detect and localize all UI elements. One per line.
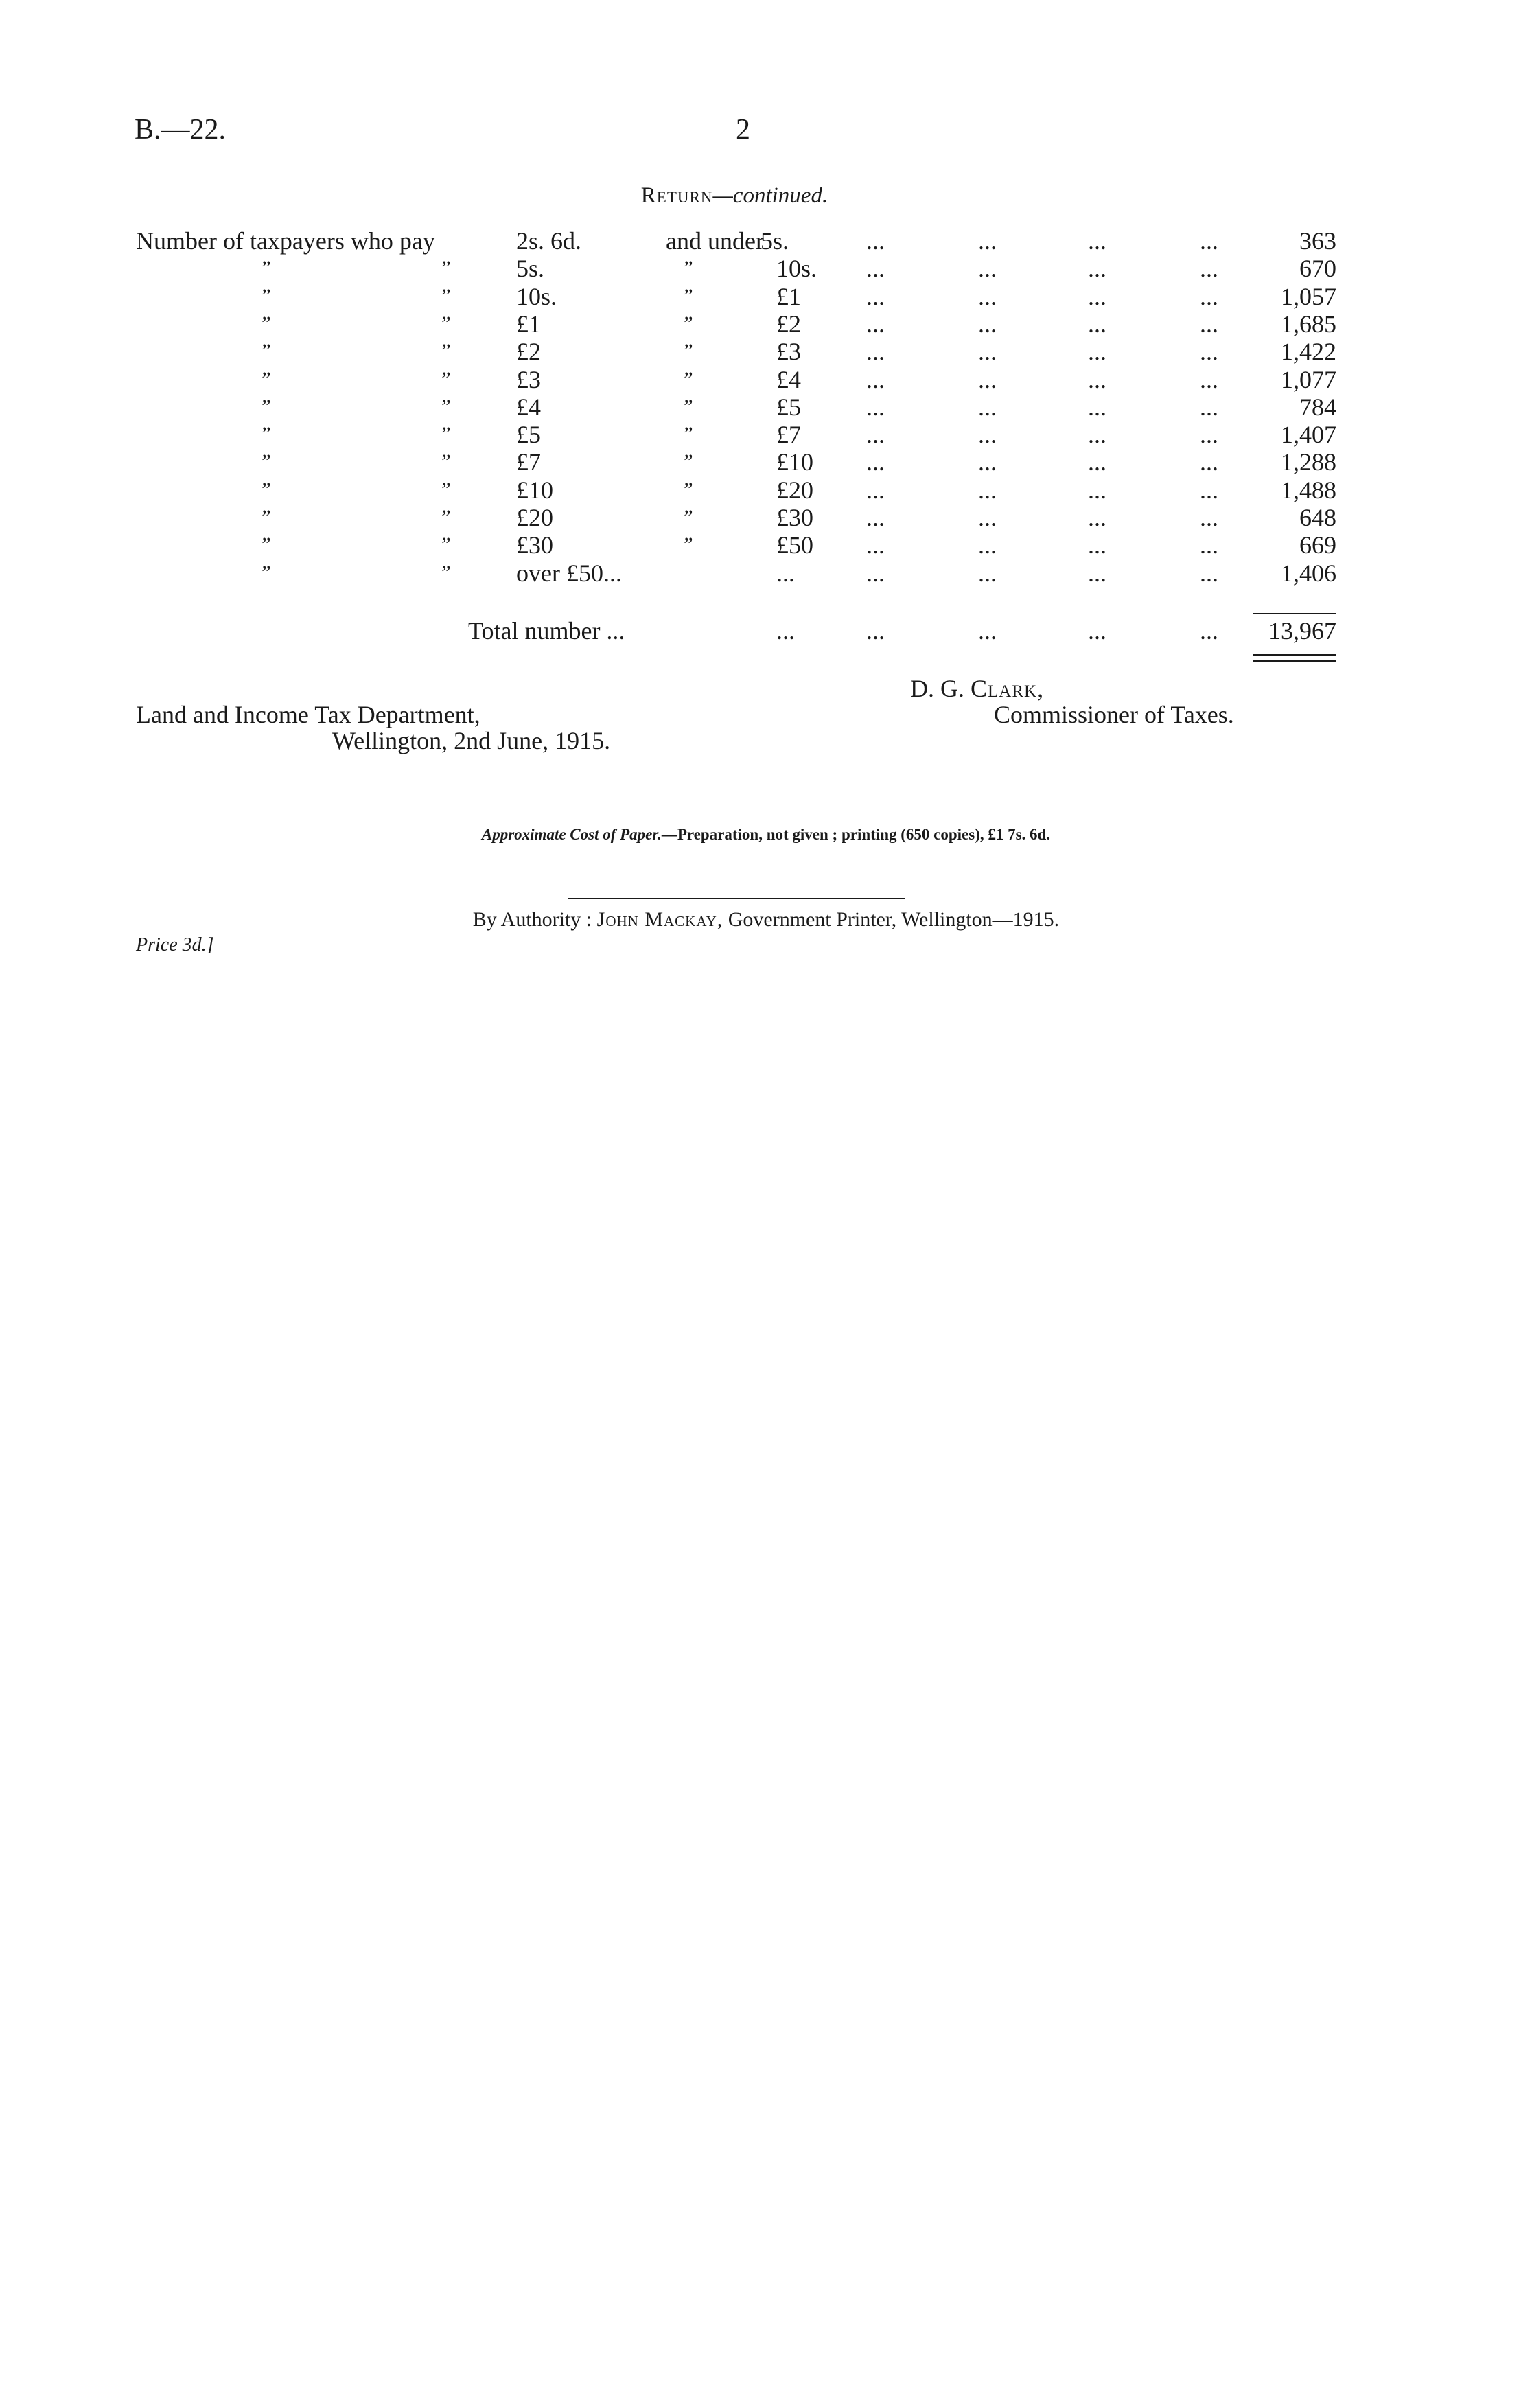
authority-rule (568, 898, 905, 899)
row-leader: ... (978, 476, 997, 504)
row-leader: ... (1088, 365, 1106, 393)
row-leader: ... (1088, 421, 1106, 449)
ditto-mark: ” (259, 395, 271, 418)
total-leader: ... (866, 617, 885, 645)
ditto-mark: ” (259, 561, 271, 584)
row-value: 1,422 (1281, 338, 1336, 366)
row-leader: ... (1088, 338, 1106, 366)
row-to: £2 (776, 310, 801, 338)
row-leader: ... (866, 310, 885, 338)
row-leader: ... (1200, 504, 1218, 531)
row-leader: ... (978, 255, 997, 283)
department-name: Land and Income Tax Department, (136, 701, 480, 728)
table-row (0, 254, 1532, 281)
total-leader: ... (978, 617, 997, 645)
signature-surname: Clark, (971, 675, 1045, 702)
row-leader: ... (866, 504, 885, 531)
table-row (0, 448, 1532, 475)
table-row (0, 337, 1532, 364)
ditto-mark: ” (439, 340, 451, 363)
row-from: £3 (516, 365, 541, 393)
row-leader: ... (1200, 476, 1218, 504)
row-value: 1,407 (1281, 421, 1336, 449)
ditto-mark: ” (259, 312, 271, 335)
total-leader: ... (776, 617, 795, 645)
row-leader: ... (1200, 365, 1218, 393)
row-leader: ... (866, 448, 885, 476)
row-leader: ... (866, 476, 885, 504)
row-leader: ... (978, 531, 997, 559)
row-leader: ... (1200, 310, 1218, 338)
row-value: 1,488 (1281, 476, 1336, 504)
row-to: £10 (776, 448, 813, 476)
row-leader: ... (978, 421, 997, 449)
row-leader: ... (978, 393, 997, 421)
row-to: 5s. (761, 227, 789, 255)
ditto-mark: ” (259, 506, 271, 529)
department-date: Wellington, 2nd June, 1915. (332, 727, 611, 754)
row-leader: ... (1200, 448, 1218, 476)
row-to: £50 (776, 531, 813, 559)
row-leader: ... (978, 504, 997, 531)
ditto-mark: ” (682, 284, 693, 308)
ditto-mark: ” (682, 506, 693, 529)
ditto-mark: ” (439, 561, 451, 584)
row-from: £7 (516, 448, 541, 476)
row-leader: ... (978, 448, 997, 476)
row-value: 1,057 (1281, 282, 1336, 310)
row-value: 670 (1299, 255, 1336, 283)
ditto-mark: ” (259, 450, 271, 474)
ditto-mark: ” (259, 478, 271, 501)
row-to: £20 (776, 476, 813, 504)
ditto-mark: ” (259, 367, 271, 391)
ditto-mark: ” (439, 312, 451, 335)
total-value: 13,967 (1268, 617, 1336, 645)
row-value: 1,288 (1281, 448, 1336, 476)
row-leader: ... (978, 310, 997, 338)
authority-suffix: Government Printer, Wellington—1915. (728, 908, 1060, 931)
row-leader: ... (866, 282, 885, 310)
row-leader: ... (1200, 421, 1218, 449)
ditto-mark: ” (682, 533, 693, 557)
row-from: £10 (516, 476, 553, 504)
ditto-mark: ” (682, 340, 693, 363)
row-from: 2s. 6d. (516, 227, 582, 255)
total-leader: ... (1200, 617, 1218, 645)
table-row (0, 365, 1532, 393)
row-leader: ... (866, 421, 885, 449)
price-note: Price 3d.] (136, 934, 214, 956)
row-leader: ... (1088, 282, 1106, 310)
row-leader: ... (1088, 531, 1106, 559)
row-leader: ... (1200, 255, 1218, 283)
ditto-mark: ” (682, 478, 693, 501)
row-value: 1,077 (1281, 365, 1336, 393)
row-leader: ... (1088, 393, 1106, 421)
row-leader: ... (1200, 559, 1218, 587)
signature-initials: D. G. (910, 675, 964, 702)
return-title-continued: —continued. (712, 183, 828, 208)
ditto-mark: ” (682, 450, 693, 474)
ditto-mark: ” (682, 257, 693, 280)
row-from: £20 (516, 504, 553, 531)
total-label: Total number ... (468, 617, 625, 645)
row-to: £30 (776, 504, 813, 531)
return-title-main: Return (640, 183, 713, 208)
table-row (0, 282, 1532, 310)
ditto-mark: ” (682, 312, 693, 335)
total-row (0, 616, 1532, 644)
ditto-mark: ” (682, 367, 693, 391)
ditto-mark: ” (259, 257, 271, 280)
ditto-mark: ” (259, 423, 271, 446)
row-value: 363 (1299, 227, 1336, 255)
row-value: 648 (1299, 504, 1336, 531)
row-leader: ... (978, 227, 997, 255)
ditto-mark: ” (439, 284, 451, 308)
row-leader: ... (1088, 255, 1106, 283)
ditto-mark: ” (682, 395, 693, 418)
table-row (0, 476, 1532, 503)
ditto-mark: ” (439, 506, 451, 529)
row-value: 784 (1299, 393, 1336, 421)
authority-line (0, 908, 1532, 931)
ditto-mark: ” (259, 284, 271, 308)
row-leader: ... (978, 338, 997, 366)
ditto-mark: ” (439, 478, 451, 501)
row-leader: ... (1088, 504, 1106, 531)
row-leader: ... (1200, 227, 1218, 255)
row-leader: ... (1200, 393, 1218, 421)
row-from: £2 (516, 338, 541, 366)
row-to: £1 (776, 282, 801, 310)
row-to: £4 (776, 365, 801, 393)
row-leader: ... (1088, 559, 1106, 587)
table-row (0, 310, 1532, 337)
row-leader: ... (866, 559, 885, 587)
row-leader: ... (1088, 448, 1106, 476)
row-to: £3 (776, 338, 801, 366)
total-rule-single (1253, 613, 1336, 614)
row-leader: ... (866, 338, 885, 366)
ditto-mark: ” (439, 367, 451, 391)
row-to: £5 (776, 393, 801, 421)
authority-prefix: By Authority : (472, 908, 592, 931)
row-value: 1,406 (1281, 559, 1336, 587)
row-to: £7 (776, 421, 801, 449)
table-row (0, 503, 1532, 531)
ditto-mark: ” (439, 423, 451, 446)
printer-name: John Mackay, (596, 908, 723, 931)
ditto-mark: ” (439, 395, 451, 418)
signature-name (910, 674, 1044, 703)
row-leader: ... (866, 227, 885, 255)
ditto-mark: ” (439, 257, 451, 280)
row-from: £1 (516, 310, 541, 338)
table-row (0, 227, 1532, 254)
row-leader: ... (866, 365, 885, 393)
row-leader: ... (1088, 310, 1106, 338)
row-leader: ... (866, 255, 885, 283)
row-leader: ... (1200, 282, 1218, 310)
ditto-mark: ” (259, 340, 271, 363)
total-leader: ... (1088, 617, 1106, 645)
row-lead-text: Number of taxpayers who pay (136, 227, 435, 255)
ditto-mark: ” (259, 533, 271, 557)
row-from: over £50... (516, 559, 622, 587)
row-leader: ... (978, 282, 997, 310)
row-leader: ... (1200, 531, 1218, 559)
document-id: B.—22. (135, 114, 227, 146)
row-leader: ... (866, 393, 885, 421)
table-row (0, 393, 1532, 420)
row-from: 10s. (516, 282, 557, 310)
row-from: £5 (516, 421, 541, 449)
ditto-mark: ” (439, 533, 451, 557)
signature-title: Commissioner of Taxes. (994, 701, 1234, 728)
total-rule-double (1253, 654, 1336, 662)
row-from: 5s. (516, 255, 545, 283)
row-leader: ... (978, 365, 997, 393)
return-title (0, 183, 1469, 209)
table-row (0, 559, 1532, 586)
table-row (0, 420, 1532, 448)
ditto-mark: ” (682, 423, 693, 446)
row-value: 669 (1299, 531, 1336, 559)
row-leader: ... (978, 559, 997, 587)
page-number: 2 (736, 114, 750, 146)
cost-note-text: —Preparation, not given ; printing (650 copies), £1 7s. 6d. (661, 826, 1051, 843)
row-to: 10s. (776, 255, 817, 283)
row-leader: ... (1088, 227, 1106, 255)
ditto-mark: ” (439, 450, 451, 474)
table-row (0, 531, 1532, 558)
cost-note (0, 826, 1532, 844)
row-leader: ... (776, 559, 795, 587)
row-leader: ... (1200, 338, 1218, 366)
row-leader: ... (1088, 476, 1106, 504)
cost-note-label: Approximate Cost of Paper. (481, 826, 662, 843)
row-from: £4 (516, 393, 541, 421)
row-leader: ... (866, 531, 885, 559)
row-value: 1,685 (1281, 310, 1336, 338)
row-and-under: and under (666, 227, 764, 255)
row-from: £30 (516, 531, 553, 559)
